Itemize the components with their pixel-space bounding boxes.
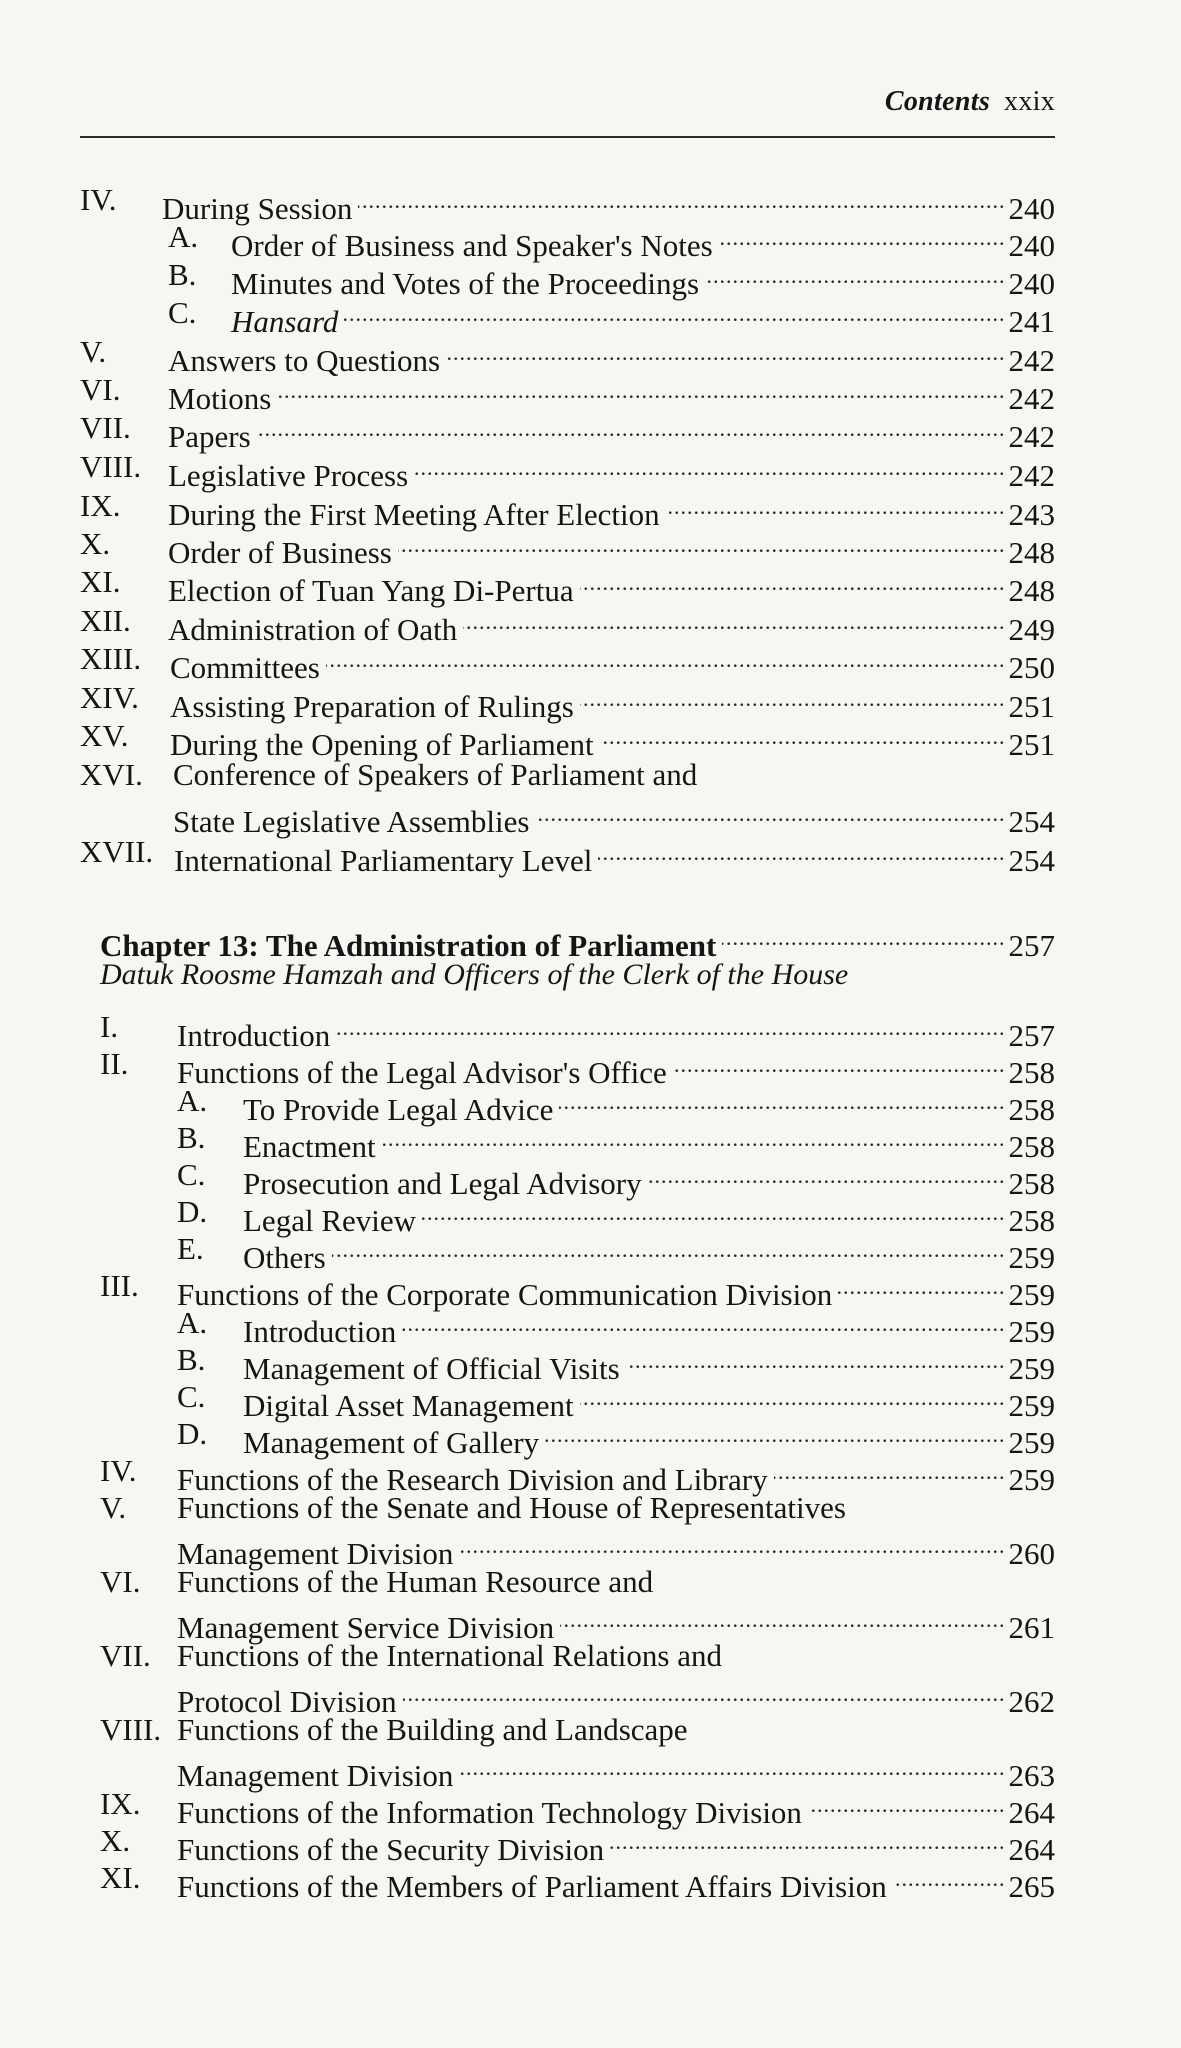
toc-subentry [0, 218, 1181, 263]
dot-leader [560, 1600, 1005, 1638]
entry-title: Introduction [243, 1314, 397, 1349]
entry-letter: D. [177, 1194, 208, 1229]
dot-leader [336, 1008, 1005, 1046]
entry-number: X. [80, 526, 111, 561]
chapter-page: 257 [1008, 928, 1055, 963]
toc-entry [0, 717, 1181, 762]
entry-number: XVI. [80, 757, 143, 792]
dot-leader [600, 717, 1006, 755]
entry-page: 258 [1008, 1092, 1055, 1127]
entry-title: Papers [168, 419, 251, 454]
chapter-title: Chapter 13: The Administration of Parliament [100, 928, 717, 963]
toc-entry [0, 525, 1181, 570]
entry-page: 258 [1008, 1055, 1055, 1090]
toc-entry [0, 1822, 1181, 1867]
dot-leader [446, 333, 1005, 371]
entry-number: IX. [80, 488, 121, 523]
entry-page: 259 [1008, 1240, 1055, 1275]
toc-entry [0, 756, 1181, 794]
toc-entry [0, 1267, 1181, 1312]
entry-letter: C. [168, 295, 197, 330]
toc-entry [0, 679, 1181, 724]
entry-page: 248 [1008, 535, 1055, 570]
dot-leader [459, 1526, 1005, 1564]
entry-title-line2: Management Service Division [177, 1610, 555, 1645]
entry-page: 259 [1008, 1388, 1055, 1423]
entry-page: 242 [1008, 343, 1055, 378]
entry-title: Prosecution and Legal Advisory [243, 1166, 642, 1201]
entry-number: XI. [80, 564, 121, 599]
dot-leader [722, 918, 1005, 956]
dot-leader [463, 602, 1005, 640]
entry-letter: A. [168, 219, 199, 254]
entry-number: XIII. [80, 641, 142, 676]
entry-title-line1: Functions of the Building and Landscape [177, 1712, 688, 1747]
toc-subentry [0, 1378, 1181, 1423]
entry-page: 263 [1008, 1758, 1055, 1793]
dot-leader [774, 1452, 1006, 1490]
dot-leader [535, 794, 1005, 832]
entry-number: I. [100, 1009, 119, 1044]
entry-title: During the Opening of Parliament [170, 727, 594, 762]
entry-number: XV. [80, 718, 129, 753]
entry-title: Functions of the Members of Parliament Affairs Division [177, 1869, 887, 1904]
entry-title: Functions of the Legal Advisor's Office [177, 1055, 667, 1090]
toc-entry [0, 833, 1181, 878]
entry-title-line1: Functions of the International Relations and [177, 1638, 722, 1673]
toc-subentry [0, 1341, 1181, 1386]
entry-title: Administration of Oath [168, 612, 458, 647]
page-folio: xxix [1004, 86, 1055, 117]
dot-leader [459, 1748, 1005, 1786]
entry-letter: C. [177, 1379, 206, 1414]
dot-leader [719, 218, 1006, 256]
entry-page: 265 [1008, 1869, 1055, 1904]
entry-page: 240 [1008, 228, 1055, 263]
entry-letter: E. [177, 1231, 204, 1266]
dot-leader [277, 371, 1005, 409]
entry-letter: B. [177, 1120, 206, 1155]
toc-subentry [0, 1082, 1181, 1127]
entry-page: 264 [1008, 1832, 1055, 1867]
entry-title: Minutes and Votes of the Proceedings [231, 266, 700, 301]
entry-title: Answers to Questions [168, 343, 441, 378]
entry-page: 251 [1008, 727, 1055, 762]
entry-letter: B. [177, 1342, 206, 1377]
entry-title: International Parliamentary Level [174, 843, 593, 878]
dot-leader [808, 1785, 1006, 1823]
toc-entry [0, 1045, 1181, 1090]
entry-title-line1: Conference of Speakers of Parliament and [173, 757, 698, 792]
entry-title-line2: Protocol Division [177, 1684, 397, 1719]
entry-title: Management of Gallery [243, 1425, 540, 1460]
entry-letter: B. [168, 257, 197, 292]
toc-entry [0, 448, 1181, 493]
toc-entry [0, 1489, 1181, 1527]
entry-page: 258 [1008, 1129, 1055, 1164]
entry-title: Management of Official Visits [243, 1351, 620, 1386]
toc-entry [0, 1637, 1181, 1675]
entry-page: 259 [1008, 1277, 1055, 1312]
entry-title: Order of Business [168, 535, 392, 570]
toc-entry [0, 602, 1181, 647]
dot-leader [344, 294, 1005, 332]
entry-number: XII. [80, 603, 131, 638]
entry-page: 251 [1008, 689, 1055, 724]
entry-page: 260 [1008, 1536, 1055, 1571]
dot-leader [414, 448, 1005, 486]
entry-title-line1: Functions of the Senate and House of Representatives [177, 1490, 846, 1525]
dot-leader [398, 525, 1006, 563]
toc-entry [0, 371, 1181, 416]
dot-leader [358, 181, 1005, 219]
entry-page: 261 [1008, 1610, 1055, 1645]
entry-page: 240 [1008, 191, 1055, 226]
entry-title: Functions of the Information Technology Division [177, 1795, 802, 1830]
dot-leader [648, 1156, 1006, 1194]
entry-page: 259 [1008, 1462, 1055, 1497]
entry-number: XIV. [80, 680, 139, 715]
toc-entry [0, 333, 1181, 378]
entry-number: V. [80, 334, 107, 369]
entry-number: XVII. [80, 834, 154, 869]
dot-leader [403, 1674, 1006, 1712]
toc-entry [0, 1452, 1181, 1497]
toc-subentry [0, 1119, 1181, 1164]
dot-leader [382, 1119, 1006, 1157]
entry-title: Hansard [231, 304, 339, 339]
entry-letter: A. [177, 1083, 208, 1118]
dot-leader [666, 487, 1006, 525]
toc-subentry [0, 1415, 1181, 1460]
dot-leader [673, 1045, 1006, 1083]
entry-number: VIII. [100, 1712, 162, 1747]
dot-leader [610, 1822, 1005, 1860]
entry-title-line1: Functions of the Human Resource and [177, 1564, 654, 1599]
entry-title: Enactment [243, 1129, 376, 1164]
entry-title: Others [243, 1240, 326, 1275]
entry-page: 242 [1008, 381, 1055, 416]
toc-entry-continuation [0, 794, 1181, 839]
chapter-authors: Datuk Roosme Hamzah and Officers of the Clerk of the House [100, 958, 849, 991]
entry-title: During the First Meeting After Election [168, 497, 660, 532]
entry-number: III. [100, 1268, 139, 1303]
entry-number: IX. [100, 1786, 141, 1821]
entry-number: X. [100, 1823, 131, 1858]
toc-subentry [0, 1230, 1181, 1275]
entry-letter: D. [177, 1416, 208, 1451]
entry-title: Motions [168, 381, 272, 416]
entry-page: 243 [1008, 497, 1055, 532]
dot-leader [422, 1193, 1005, 1231]
running-head-label: Contents [884, 86, 991, 117]
header-rule [80, 136, 1055, 138]
entry-number: VIII. [80, 449, 142, 484]
dot-leader [332, 1230, 1006, 1268]
entry-title-line2: Management Division [177, 1758, 454, 1793]
entry-title: To Provide Legal Advice [243, 1092, 554, 1127]
entry-page: 250 [1008, 650, 1055, 685]
entry-number: V. [100, 1490, 127, 1525]
entry-page: 258 [1008, 1203, 1055, 1238]
entry-title: Functions of the Security Division [177, 1832, 605, 1867]
dot-leader [580, 563, 1006, 601]
entry-page: 242 [1008, 458, 1055, 493]
entry-title: Introduction [177, 1018, 331, 1053]
entry-title: Functions of the Corporate Communication Division [177, 1277, 833, 1312]
toc-entry [0, 409, 1181, 454]
toc-entry [0, 1008, 1181, 1053]
entry-page: 241 [1008, 304, 1055, 339]
entry-title: Committees [170, 650, 320, 685]
running-head [885, 86, 1055, 118]
toc-entry-continuation [0, 1674, 1181, 1719]
entry-number: VI. [100, 1564, 141, 1599]
entry-page: 259 [1008, 1314, 1055, 1349]
toc-subentry [0, 256, 1181, 301]
entry-number: IV. [100, 1453, 137, 1488]
dot-leader [626, 1341, 1006, 1379]
entry-page: 257 [1008, 1018, 1055, 1053]
entry-number: XI. [100, 1860, 141, 1895]
entry-page: 264 [1008, 1795, 1055, 1830]
entry-title: During Session [162, 191, 353, 226]
entry-letter: C. [177, 1157, 206, 1192]
entry-letter: A. [177, 1305, 208, 1340]
dot-leader [580, 679, 1006, 717]
entry-title-line2: Management Division [177, 1536, 454, 1571]
toc-entry [0, 563, 1181, 608]
toc-entry [0, 640, 1181, 685]
entry-number: IV. [80, 182, 117, 217]
entry-page: 258 [1008, 1166, 1055, 1201]
toc-entry [0, 1711, 1181, 1749]
entry-number: VII. [80, 410, 131, 445]
entry-title-line2: State Legislative Assemblies [173, 804, 530, 839]
dot-leader [705, 256, 1005, 294]
entry-page: 248 [1008, 573, 1055, 608]
dot-leader [580, 1378, 1006, 1416]
entry-title: Legal Review [243, 1203, 417, 1238]
toc-subentry [0, 1193, 1181, 1238]
entry-page: 259 [1008, 1425, 1055, 1460]
entry-page: 254 [1008, 843, 1055, 878]
entry-title: Legislative Process [168, 458, 409, 493]
entry-number: VI. [80, 372, 121, 407]
entry-number: II. [100, 1046, 129, 1081]
toc-entry-continuation [0, 1600, 1181, 1645]
dot-leader [545, 1415, 1005, 1453]
dot-leader [598, 833, 1005, 871]
toc-entry [0, 1563, 1181, 1601]
entry-page: 254 [1008, 804, 1055, 839]
entry-title: Order of Business and Speaker's Notes [231, 228, 713, 263]
entry-page: 259 [1008, 1351, 1055, 1386]
toc-subentry [0, 294, 1181, 339]
toc-subentry [0, 1304, 1181, 1349]
dot-leader [326, 640, 1006, 678]
toc-subentry [0, 1156, 1181, 1201]
toc-entry [0, 1859, 1181, 1904]
toc-entry-continuation [0, 1526, 1181, 1571]
entry-title: Digital Asset Management [243, 1388, 574, 1423]
entry-page: 240 [1008, 266, 1055, 301]
entry-page: 242 [1008, 419, 1055, 454]
toc-entry [0, 181, 1181, 226]
dot-leader [838, 1267, 1005, 1305]
entry-number: VII. [100, 1638, 151, 1673]
entry-line [177, 1859, 1055, 1906]
dot-leader [559, 1082, 1005, 1120]
toc-entry [0, 1785, 1181, 1830]
dot-leader [257, 409, 1006, 447]
entry-page: 249 [1008, 612, 1055, 647]
dot-leader [402, 1304, 1005, 1342]
entry-line [174, 833, 1055, 880]
entry-page: 262 [1008, 1684, 1055, 1719]
entry-title: Assisting Preparation of Rulings [170, 689, 574, 724]
toc-entry-continuation [0, 1748, 1181, 1793]
entry-title: Election of Tuan Yang Di-Pertua [168, 573, 574, 608]
toc-entry [0, 487, 1181, 532]
entry-title: Functions of the Research Division and Library [177, 1462, 768, 1497]
dot-leader [893, 1859, 1006, 1897]
